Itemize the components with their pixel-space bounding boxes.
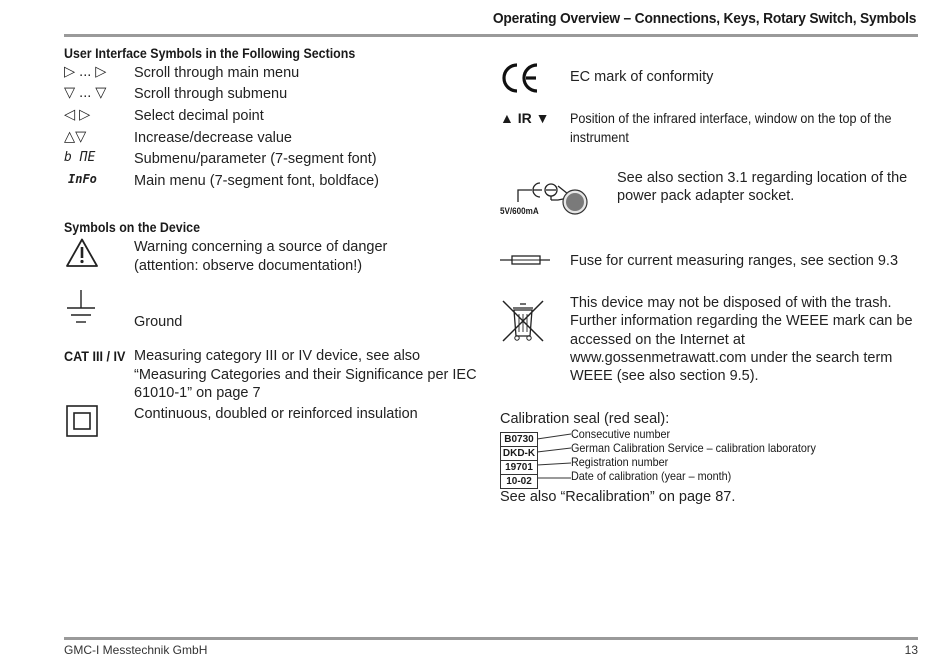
ui-symbol-2: ▽ ... ▽ <box>64 85 107 101</box>
footer-company: GMC-I Messtechnik GmbH <box>64 643 208 657</box>
calibration-seal <box>500 432 538 489</box>
fuse-text: Fuse for current measuring ranges, see section 9.3 <box>570 253 899 269</box>
warning-text-2: (attention: observe documentation!) <box>134 258 363 274</box>
seal-see-also: See also “Recalibration” on page 87. <box>500 489 736 505</box>
weee-text-4: www.gossenmetrawatt.com under the search term <box>570 350 893 366</box>
ground-icon <box>66 290 96 326</box>
ui-symbol-text-2: Scroll through submenu <box>134 86 288 102</box>
warning-triangle-icon <box>66 238 98 268</box>
seal-dkd-code: DKD-K <box>502 448 536 459</box>
double-insulation-icon <box>66 405 98 437</box>
ir-label: ▲ IR ▼ <box>500 110 550 126</box>
ui-symbol-1: ▷ ... ▷ <box>64 64 107 80</box>
seal-title: Calibration seal (red seal): <box>500 411 670 427</box>
cat-label: CAT III / IV <box>64 348 126 364</box>
ui-symbol-text-6: Main menu (7-segment font, boldface) <box>134 173 380 189</box>
ir-text-1: Position of the infrared interface, window on the top of the <box>570 110 892 126</box>
page-header-title: Operating Overview – Connections, Keys, Rotary Switch, Symbols <box>492 10 916 27</box>
seal-label-2: German Calibration Service – calibration laboratory <box>571 441 816 455</box>
ui-symbol-text-4: Increase/decrease value <box>134 130 292 146</box>
cat-text-3: 61010-1” on page 7 <box>134 385 261 401</box>
seal-calibration-date: 10-02 <box>506 476 532 487</box>
ui-symbol-text-3: Select decimal point <box>134 108 264 124</box>
ui-symbols-section-title: User Interface Symbols in the Following Sections <box>64 46 356 61</box>
ui-symbol-4: △▽ <box>64 129 87 145</box>
adapter-text-2: power pack adapter socket. <box>617 188 795 204</box>
footer-rule <box>64 637 918 640</box>
ui-symbol-text-1: Scroll through main menu <box>134 65 300 81</box>
seal-consecutive-number: B0730 <box>501 433 537 447</box>
insulation-text: Continuous, doubled or reinforced insulation <box>134 406 418 422</box>
ui-symbol-text-5: Submenu/parameter (7-segment font) <box>134 151 377 167</box>
adapter-text-1: See also section 3.1 regarding location of the <box>617 170 908 186</box>
seal-label-3: Registration number <box>571 455 669 469</box>
seal-label-1: Consecutive number <box>571 427 671 441</box>
weee-text-5: WEEE (see also section 9.5). <box>570 368 759 384</box>
page-number: 13 <box>904 643 918 657</box>
ui-symbol-3: ◁ ▷ <box>64 107 91 123</box>
seal-label-4: Date of calibration (year – month) <box>571 469 732 483</box>
weee-text-2: Further information regarding the WEEE mark can be <box>570 313 913 329</box>
seal-registration-number: 19701 <box>501 461 537 475</box>
ground-text: Ground <box>134 314 183 330</box>
device-symbols-section-title: Symbols on the Device <box>64 220 200 235</box>
adapter-label: 5V/600mA <box>500 206 539 216</box>
fuse-icon <box>500 253 550 267</box>
weee-bin-icon <box>500 298 546 344</box>
weee-text-3: accessed on the Internet at <box>570 332 745 348</box>
ce-text: EC mark of conformity <box>570 69 714 85</box>
seal-leader-lines <box>537 432 571 488</box>
warning-text-1: Warning concerning a source of danger <box>134 239 388 255</box>
ui-symbol-6: InFo <box>68 172 97 186</box>
header-rule <box>64 34 918 37</box>
weee-text-1: This device may not be disposed of with the trash. <box>570 295 892 311</box>
ui-symbol-5: b ΠE <box>64 150 96 165</box>
ce-mark-icon <box>500 62 540 94</box>
cat-text-2: “Measuring Categories and their Significance per IEC <box>134 367 477 383</box>
ir-text-2: instrument <box>570 129 629 145</box>
cat-text-1: Measuring category III or IV device, see also <box>134 348 421 364</box>
